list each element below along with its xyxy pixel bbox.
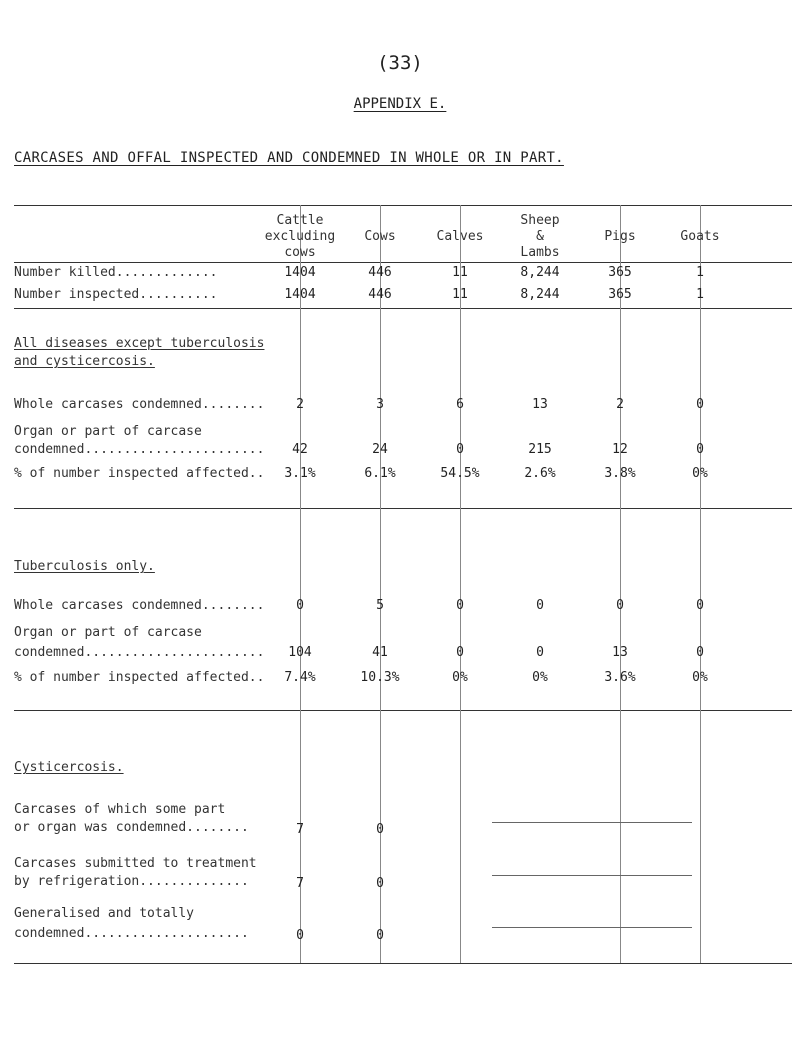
column-divider xyxy=(460,205,461,963)
header-bottom-rule xyxy=(14,262,792,263)
cell: 0 xyxy=(696,645,704,660)
column-divider xyxy=(700,205,701,963)
page-number: (33) xyxy=(377,52,423,74)
cell: 6 xyxy=(456,397,464,412)
column-header-calves: Calves xyxy=(436,229,484,244)
cell-inspected-cattle: 1404 xyxy=(284,287,316,302)
section-heading-cysticercosis: Cysticercosis. xyxy=(14,760,124,775)
cell: 42 xyxy=(292,442,308,457)
cell: 0 xyxy=(296,928,304,943)
all-diseases-bottom-rule xyxy=(14,508,792,509)
cell: 3.6% xyxy=(604,670,636,685)
cell: 2 xyxy=(616,397,624,412)
cell-inspected-goats: 1 xyxy=(696,287,704,302)
counts-bottom-rule xyxy=(14,308,792,309)
cell: 0 xyxy=(696,397,704,412)
row-label-generalised-line2: condemned..................... xyxy=(14,926,249,941)
cell: 104 xyxy=(288,645,312,660)
cell-killed-cows: 446 xyxy=(368,265,392,280)
row-label-generalised: Generalised and totally xyxy=(14,906,195,921)
row-label-organ-condemned-line2: condemned....................... xyxy=(14,442,265,457)
cell-killed-sheep: 8,244 xyxy=(520,265,560,280)
dash-placeholder xyxy=(492,875,692,876)
cell-killed-pigs: 365 xyxy=(608,265,632,280)
row-label-percent-affected: % of number inspected affected.. xyxy=(14,670,265,685)
cell: 0 xyxy=(376,876,384,891)
row-label-refrigeration: Carcases submitted to treatment xyxy=(14,856,257,871)
cell: 6.1% xyxy=(364,466,396,481)
cell: 0% xyxy=(452,670,468,685)
row-label-part-condemned-line2: or organ was condemned........ xyxy=(14,820,249,835)
row-label-percent-affected: % of number inspected affected.. xyxy=(14,466,265,481)
cell-inspected-sheep: 8,244 xyxy=(520,287,560,302)
column-header-pigs: Pigs xyxy=(604,229,636,244)
cell: 3.1% xyxy=(284,466,316,481)
section-heading-all-diseases: All diseases except tuberculosis xyxy=(14,336,265,351)
column-divider xyxy=(380,205,381,963)
cell-inspected-pigs: 365 xyxy=(608,287,632,302)
cell: 0 xyxy=(376,928,384,943)
appendix-title: APPENDIX E. xyxy=(353,96,447,112)
table-bottom-rule xyxy=(14,963,792,964)
row-label-organ-condemned: Organ or part of carcase xyxy=(14,424,202,439)
cell: 0 xyxy=(376,822,384,837)
cell: 0 xyxy=(536,645,544,660)
cell: 54.5% xyxy=(440,466,480,481)
cell: 7 xyxy=(296,876,304,891)
cell: 0% xyxy=(692,670,708,685)
cell: 3 xyxy=(376,397,384,412)
cell: 13 xyxy=(532,397,548,412)
column-header-cattle: Cattle excluding cows xyxy=(264,213,336,260)
cell: 7 xyxy=(296,822,304,837)
cell-killed-cattle: 1404 xyxy=(284,265,316,280)
cell: 2.6% xyxy=(524,466,556,481)
dash-placeholder xyxy=(492,822,692,823)
column-divider xyxy=(620,205,621,963)
row-label-refrigeration-line2: by refrigeration.............. xyxy=(14,874,249,889)
cell: 0% xyxy=(692,466,708,481)
cell: 13 xyxy=(612,645,628,660)
tuberculosis-bottom-rule xyxy=(14,710,792,711)
cell: 215 xyxy=(528,442,552,457)
column-header-cows: Cows xyxy=(364,229,396,244)
cell-inspected-cows: 446 xyxy=(368,287,392,302)
cell: 41 xyxy=(372,645,388,660)
cell: 0% xyxy=(532,670,548,685)
cell: 7.4% xyxy=(284,670,316,685)
row-label-whole-condemned: Whole carcases condemned........ xyxy=(14,397,265,412)
column-divider xyxy=(300,205,301,963)
row-label-number-killed: Number killed............. xyxy=(14,265,218,280)
main-title: CARCASES AND OFFAL INSPECTED AND CONDEMNED IN WHOLE OR IN PART. xyxy=(14,150,564,166)
section-heading-tuberculosis: Tuberculosis only. xyxy=(14,559,155,574)
cell: 0 xyxy=(456,598,464,613)
cell-killed-calves: 11 xyxy=(452,265,468,280)
cell: 5 xyxy=(376,598,384,613)
cell: 0 xyxy=(456,442,464,457)
row-label-organ-condemned: Organ or part of carcase xyxy=(14,625,202,640)
cell: 0 xyxy=(616,598,624,613)
cell: 12 xyxy=(612,442,628,457)
row-label-part-condemned: Carcases of which some part xyxy=(14,802,226,817)
cell: 24 xyxy=(372,442,388,457)
row-label-organ-condemned-line2: condemned....................... xyxy=(14,645,265,660)
cell: 0 xyxy=(536,598,544,613)
cell: 0 xyxy=(696,442,704,457)
cell: 0 xyxy=(296,598,304,613)
row-label-whole-condemned: Whole carcases condemned........ xyxy=(14,598,265,613)
cell: 0 xyxy=(696,598,704,613)
row-label-number-inspected: Number inspected.......... xyxy=(14,287,218,302)
column-header-goats: Goats xyxy=(680,229,720,244)
section-heading-all-diseases-line2: and cysticercosis. xyxy=(14,354,155,369)
cell: 3.8% xyxy=(604,466,636,481)
cell: 2 xyxy=(296,397,304,412)
table-top-rule xyxy=(14,205,792,206)
cell-killed-goats: 1 xyxy=(696,265,704,280)
cell: 0 xyxy=(456,645,464,660)
cell-inspected-calves: 11 xyxy=(452,287,468,302)
column-header-sheep: Sheep & Lambs xyxy=(520,213,560,260)
dash-placeholder xyxy=(492,927,692,928)
cell: 10.3% xyxy=(360,670,400,685)
